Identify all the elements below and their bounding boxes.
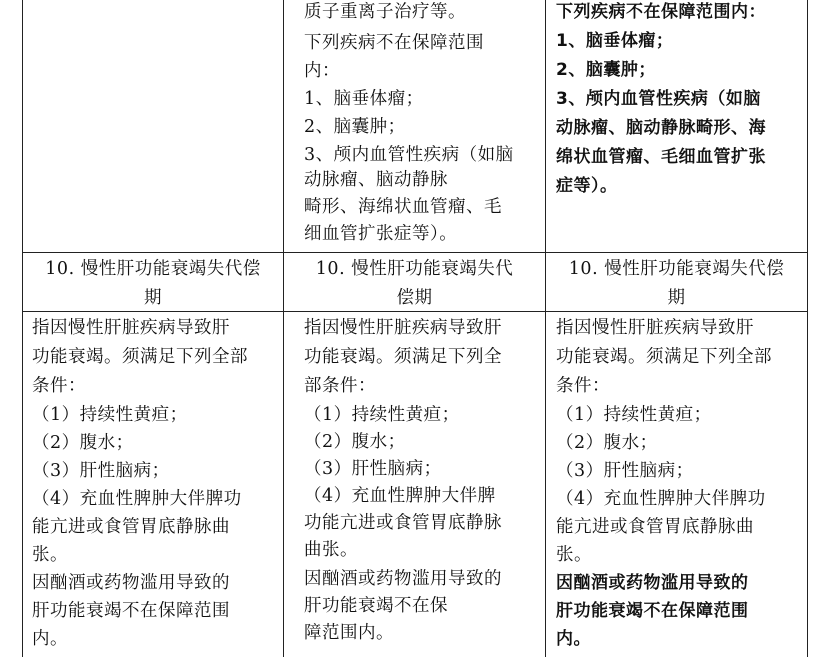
- text-line: 张。: [32, 545, 68, 565]
- text-line: （4）充血性脾肿大伴脾功: [32, 489, 242, 509]
- disease-title-col2: [284, 257, 545, 311]
- top-cell-col3: [556, 0, 806, 199]
- text-line: 曲张。: [304, 540, 358, 560]
- text-line: 2、脑囊肿；: [556, 60, 656, 80]
- text-line: 症等）。: [556, 176, 618, 196]
- text-line: 内。: [556, 629, 591, 649]
- text-line: 部条件：: [304, 376, 376, 396]
- text-line: （4）充血性脾肿大伴脾: [304, 486, 496, 506]
- title-line: 10. 慢性肝功能衰竭失代偿: [568, 259, 785, 279]
- comparison-table: [22, 0, 808, 657]
- text-line: 条件：: [32, 376, 86, 396]
- definition-cell-col3: [556, 316, 806, 652]
- text-line: 肝功能衰竭不在保: [304, 596, 448, 616]
- text-line: 绵状血管瘤、毛细血管扩张: [556, 147, 766, 167]
- text-line: 因酗酒或药物滥用导致的: [556, 573, 749, 593]
- column-divider-1: [283, 0, 284, 657]
- text-line: 1、脑垂体瘤；: [304, 89, 424, 109]
- exclusion-note-bold: [556, 571, 806, 652]
- table-border-right: [807, 0, 808, 657]
- text-line: （3）肝性脑病；: [304, 459, 442, 479]
- text-line: 障范围内。: [304, 623, 394, 643]
- text-line: 指因慢性肝脏疾病导致肝: [32, 318, 230, 338]
- text-line: 1、脑垂体瘤；: [556, 31, 674, 51]
- text-line: 动脉瘤、脑动静脉畸形、海: [556, 118, 766, 138]
- text-line: 下列疾病不在保障范围内：: [556, 2, 766, 22]
- text-line: 动脉瘤、脑动静脉: [304, 170, 448, 190]
- text-line: （2）腹水；: [32, 433, 134, 453]
- text-line: 张。: [556, 545, 592, 565]
- text-line: 质子重离子治疗等。: [304, 2, 466, 22]
- text-line: 因酗酒或药物滥用导致的: [304, 569, 502, 589]
- text-line: （1）持续性黄疸；: [304, 405, 460, 425]
- text-line: 3、颅内血管性疾病（如脑: [304, 145, 514, 165]
- definition-cell-col1: [32, 316, 282, 652]
- text-line: 功能亢进或食管胃底静脉: [304, 513, 502, 533]
- text-line: （3）肝性脑病；: [556, 461, 694, 481]
- text-line: 功能衰竭。须满足下列全: [304, 347, 502, 367]
- title-line: 10. 慢性肝功能衰竭失代偿: [45, 259, 261, 279]
- title-line: 期: [667, 288, 686, 308]
- text-line: 下列疾病不在保障范围: [304, 33, 484, 53]
- title-line: 10. 慢性肝功能衰竭失代: [315, 259, 514, 279]
- text-line: 内：: [304, 61, 340, 81]
- text-line: 功能衰竭。须满足下列全部: [556, 347, 772, 367]
- row-divider-2: [22, 311, 808, 312]
- text-line: 功能衰竭。须满足下列全部: [32, 347, 248, 367]
- text-line: 3、颅内血管性疾病（如脑: [556, 89, 761, 109]
- text-line: 细血管扩张症等）。: [304, 224, 458, 244]
- text-line: 指因慢性肝脏疾病导致肝: [556, 318, 754, 338]
- text-line: 内。: [32, 629, 68, 649]
- text-line: 肝功能衰竭不在保障范围: [556, 601, 749, 621]
- top-cell-col2: [304, 0, 544, 247]
- column-divider-2: [545, 0, 546, 657]
- text-line: 条件：: [556, 376, 610, 396]
- text-line: （2）腹水；: [304, 432, 406, 452]
- text-line: 因酗酒或药物滥用导致的: [32, 573, 230, 593]
- text-line: 2、脑囊肿；: [304, 117, 406, 137]
- text-line: 畸形、海绵状血管瘤、毛: [304, 197, 502, 217]
- text-line: 能亢进或食管胃底静脉曲: [556, 517, 754, 537]
- definition-cell-col2: [304, 316, 544, 646]
- text-line: 肝功能衰竭不在保障范围: [32, 601, 230, 621]
- text-line: （3）肝性脑病；: [32, 461, 170, 481]
- text-line: （1）持续性黄疸；: [32, 405, 188, 425]
- text-line: （1）持续性黄疸；: [556, 405, 712, 425]
- disease-title-col3: [546, 257, 807, 311]
- text-line: 指因慢性肝脏疾病导致肝: [304, 318, 502, 338]
- title-line: 期: [144, 288, 162, 308]
- text-line: 能亢进或食管胃底静脉曲: [32, 517, 230, 537]
- table-border-left: [22, 0, 23, 657]
- row-divider-1: [22, 252, 808, 253]
- text-line: （4）充血性脾肿大伴脾功: [556, 489, 766, 509]
- text-line: （2）腹水；: [556, 433, 658, 453]
- title-line: 偿期: [396, 288, 433, 308]
- disease-title-col1: [23, 257, 283, 311]
